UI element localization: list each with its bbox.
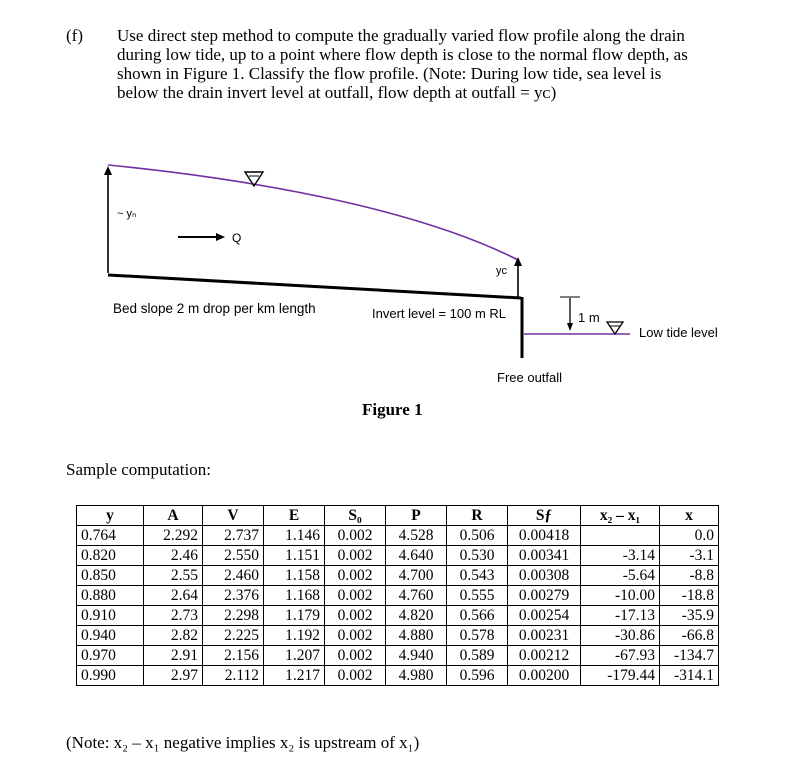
computation-table <box>76 505 719 686</box>
table-cell: 2.292 <box>144 526 203 546</box>
table-cell: 4.640 <box>386 546 447 566</box>
table-cell: -3.14 <box>581 546 660 566</box>
table-cell: 2.460 <box>203 566 264 586</box>
table-cell: 0.00418 <box>508 526 581 546</box>
table-cell: -179.44 <box>581 666 660 686</box>
table-cell <box>581 526 660 546</box>
table-cell: 0.002 <box>325 606 386 626</box>
channel-bed-line <box>108 275 521 298</box>
yn-arrowhead-icon <box>104 166 112 175</box>
table-row <box>77 646 719 666</box>
table-cell: 0.002 <box>325 526 386 546</box>
note-text: (Note: x₂ – x₁ negative implies x₂ is upstream of x₁) <box>66 733 420 752</box>
question-line: shown in Figure 1. Classify the flow profile. (Note: During low tide, sea level is <box>117 64 662 83</box>
table-header-row <box>77 506 719 526</box>
table-cell: 1.146 <box>264 526 325 546</box>
table-row <box>77 566 719 586</box>
table-cell: 2.298 <box>203 606 264 626</box>
table-cell: -8.8 <box>660 566 719 586</box>
table-cell: -17.13 <box>581 606 660 626</box>
col-header: y <box>77 506 144 526</box>
table-cell: 0.543 <box>447 566 508 586</box>
table-cell: 2.112 <box>203 666 264 686</box>
table-cell: 4.880 <box>386 626 447 646</box>
yn-label: ~ yₙ <box>117 208 137 220</box>
table-cell: -35.9 <box>660 606 719 626</box>
low-tide-triangle-icon <box>607 322 623 334</box>
table-cell: 0.00231 <box>508 626 581 646</box>
table-cell: 2.73 <box>144 606 203 626</box>
table-cell: -134.7 <box>660 646 719 666</box>
table-row <box>77 626 719 646</box>
table-cell: 0.002 <box>325 586 386 606</box>
table-cell: 4.760 <box>386 586 447 606</box>
sample-heading: Sample computation: <box>66 460 211 479</box>
table-cell: 0.00212 <box>508 646 581 666</box>
table-cell: 2.376 <box>203 586 264 606</box>
table-cell: 1.158 <box>264 566 325 586</box>
table-cell: 0.970 <box>77 646 144 666</box>
table-cell: 0.002 <box>325 566 386 586</box>
table-cell: 0.910 <box>77 606 144 626</box>
table-cell: 0.002 <box>325 666 386 686</box>
table-cell: 0.506 <box>447 526 508 546</box>
table-cell: 4.820 <box>386 606 447 626</box>
table-cell: -67.93 <box>581 646 660 666</box>
table-cell: -10.00 <box>581 586 660 606</box>
table-cell: 4.980 <box>386 666 447 686</box>
table-cell: -3.1 <box>660 546 719 566</box>
table-cell: 4.528 <box>386 526 447 546</box>
table-cell: 4.700 <box>386 566 447 586</box>
invert-level-label: Invert level = 100 m RL <box>372 306 507 321</box>
table-cell: 0.00308 <box>508 566 581 586</box>
table-cell: 1.179 <box>264 606 325 626</box>
col-header: A <box>144 506 203 526</box>
yc-label: yᴄ <box>496 265 507 277</box>
drop-label: 1 m <box>578 310 600 325</box>
table-cell: 4.940 <box>386 646 447 666</box>
table-cell: -314.1 <box>660 666 719 686</box>
col-header: x <box>660 506 719 526</box>
table-cell: 0.589 <box>447 646 508 666</box>
table-cell: 0.00200 <box>508 666 581 686</box>
table-cell: 2.550 <box>203 546 264 566</box>
col-header: S₀ <box>325 506 386 526</box>
table-body <box>77 526 719 686</box>
q-label: Q <box>232 231 242 245</box>
table-cell: 1.151 <box>264 546 325 566</box>
question-line: during low tide, up to a point where flow depth is close to the normal flow depth, as <box>117 45 688 64</box>
table-cell: 1.168 <box>264 586 325 606</box>
figure-caption: Figure 1 <box>362 400 423 419</box>
col-header: R <box>447 506 508 526</box>
question-line: below the drain invert level at outfall, flow depth at outfall = yᴄ) <box>117 83 557 102</box>
table-row <box>77 546 719 566</box>
question-line: Use direct step method to compute the gradually varied flow profile along the drain <box>117 26 685 45</box>
table-cell: 2.46 <box>144 546 203 566</box>
table-cell: 0.00341 <box>508 546 581 566</box>
table-cell: 0.002 <box>325 626 386 646</box>
table-cell: 1.207 <box>264 646 325 666</box>
free-outfall-label: Free outfall <box>497 370 563 385</box>
table-row <box>77 666 719 686</box>
table-cell: 0.578 <box>447 626 508 646</box>
table-cell: 0.880 <box>77 586 144 606</box>
table-cell: -30.86 <box>581 626 660 646</box>
table-cell: 2.55 <box>144 566 203 586</box>
table-cell: 0.0 <box>660 526 719 546</box>
table-cell: -66.8 <box>660 626 719 646</box>
col-header: V <box>203 506 264 526</box>
table-cell: 0.566 <box>447 606 508 626</box>
col-header: E <box>264 506 325 526</box>
table-cell: 2.97 <box>144 666 203 686</box>
table-cell: 0.002 <box>325 646 386 666</box>
table-cell: 2.64 <box>144 586 203 606</box>
table-cell: 2.156 <box>203 646 264 666</box>
table-row <box>77 606 719 626</box>
table-cell: 0.764 <box>77 526 144 546</box>
flow-arrowhead-icon <box>216 233 225 241</box>
col-header: x₂ – x₁ <box>581 506 660 526</box>
table-row <box>77 586 719 606</box>
table-cell: 0.820 <box>77 546 144 566</box>
water-surface-line <box>108 165 518 260</box>
table-cell: 1.217 <box>264 666 325 686</box>
table-cell: -18.8 <box>660 586 719 606</box>
table-cell: 0.00254 <box>508 606 581 626</box>
table-cell: 2.737 <box>203 526 264 546</box>
table-row <box>77 526 719 546</box>
table-cell: 0.555 <box>447 586 508 606</box>
table-cell: -5.64 <box>581 566 660 586</box>
table-cell: 0.850 <box>77 566 144 586</box>
drop-arrowhead-icon <box>567 323 573 331</box>
table-cell: 0.530 <box>447 546 508 566</box>
table-cell: 0.002 <box>325 546 386 566</box>
table-cell: 0.596 <box>447 666 508 686</box>
low-tide-label: Low tide level <box>639 325 718 340</box>
table-cell: 2.225 <box>203 626 264 646</box>
table-cell: 0.00279 <box>508 586 581 606</box>
bed-slope-label: Bed slope 2 m drop per km length <box>113 301 316 316</box>
table-cell: 1.192 <box>264 626 325 646</box>
table-cell: 0.940 <box>77 626 144 646</box>
col-header: Sƒ <box>508 506 581 526</box>
table-cell: 2.82 <box>144 626 203 646</box>
col-header: P <box>386 506 447 526</box>
table-cell: 0.990 <box>77 666 144 686</box>
table-cell: 2.91 <box>144 646 203 666</box>
question-label: (f) <box>66 26 83 45</box>
